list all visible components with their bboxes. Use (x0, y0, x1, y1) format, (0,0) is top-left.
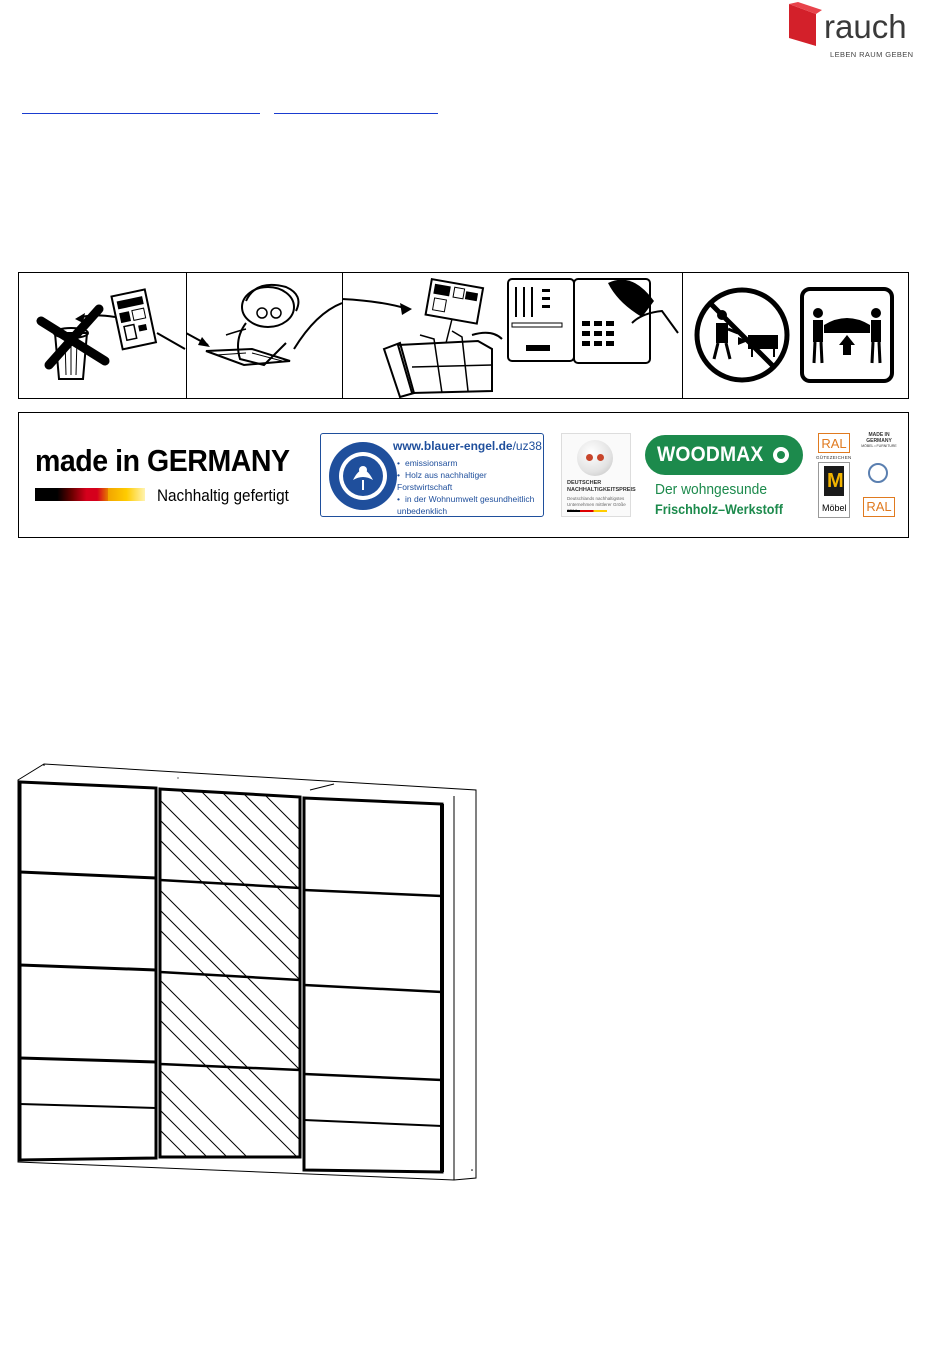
mig-seal-icon (868, 463, 888, 483)
mig-small-sub: MÖBEL • FURNITURE (861, 444, 897, 448)
file-instructions-icon (342, 273, 682, 398)
nachhaltigkeitspreis-title: DEUTSCHER NACHHALTIGKEITSPREIS (567, 480, 636, 493)
moebel-label: Möbel (822, 503, 847, 513)
nachhaltigkeitspreis-caption: Deutschlands nachhaltigstes Unternehmen mittlerer Größe (567, 496, 626, 507)
woodmax-name: WOODMAX (657, 443, 764, 466)
made-in-germany-badge (35, 443, 312, 505)
ral-moebel-badge (816, 433, 852, 519)
blauer-engel-bullet: • in der Wohnumwelt gesundheitlich unbedenklich (397, 493, 541, 517)
read-instructions-icon (186, 273, 342, 398)
woodmax-pill (645, 435, 803, 475)
ral-logo: RAL (818, 433, 850, 453)
german-flag-stripe (35, 488, 145, 501)
flag-stripe (567, 510, 607, 512)
blauer-engel-bullet: • emissionsarm (397, 457, 541, 469)
woodmax-line2: Frischholz–Werkstoff (655, 501, 783, 517)
blauer-engel-bullet: • Holz aus nachhaltiger Forstwirtschaft (397, 469, 541, 493)
ral-mig-badge (861, 433, 897, 519)
handling-cell (682, 273, 908, 398)
instructions-panel (18, 272, 909, 399)
blauer-engel-badge (320, 433, 544, 517)
moebel-seal (818, 462, 850, 518)
rauch-logo (786, 2, 912, 62)
link-underline-1[interactable] (22, 113, 260, 114)
blauer-engel-seal-icon (327, 440, 399, 512)
moebel-m-icon (824, 466, 844, 496)
rauch-logo-mark-icon (786, 2, 826, 52)
mig-small-title: MADE IN GERMANY (866, 432, 892, 444)
made-in-germany-title: made in GERMANY (35, 443, 290, 478)
certifications-panel (18, 412, 909, 538)
made-in-germany-subtitle: Nachhaltig gefertigt (157, 486, 289, 505)
read-instructions-cell (186, 273, 343, 398)
woodmax-line1: Der wohngesunde (655, 481, 768, 498)
nachhaltigkeitspreis-badge (561, 433, 636, 517)
blauer-engel-url[interactable]: www.blauer-engel.de/uz38 (393, 439, 542, 453)
brand-name: rauch (824, 8, 907, 45)
brand-tagline: LEBEN RAUM GEBEN (830, 50, 914, 59)
nachhaltigkeitspreis-ball-icon (577, 440, 613, 476)
ral-logo-2: RAL (863, 497, 895, 517)
lift-furniture-icon (800, 287, 894, 383)
do-not-discard-cell (19, 273, 187, 398)
sliding-door-wardrobe-drawing (14, 760, 484, 1185)
do-not-discard-instructions-icon (19, 273, 186, 398)
blauer-engel-bullets (397, 457, 541, 517)
woodmax-dot-icon (773, 447, 789, 463)
link-underline-2[interactable] (274, 113, 438, 114)
ral-guetezeichen: GÜTEZEICHEN (816, 455, 852, 460)
file-instructions-cell (342, 273, 683, 398)
